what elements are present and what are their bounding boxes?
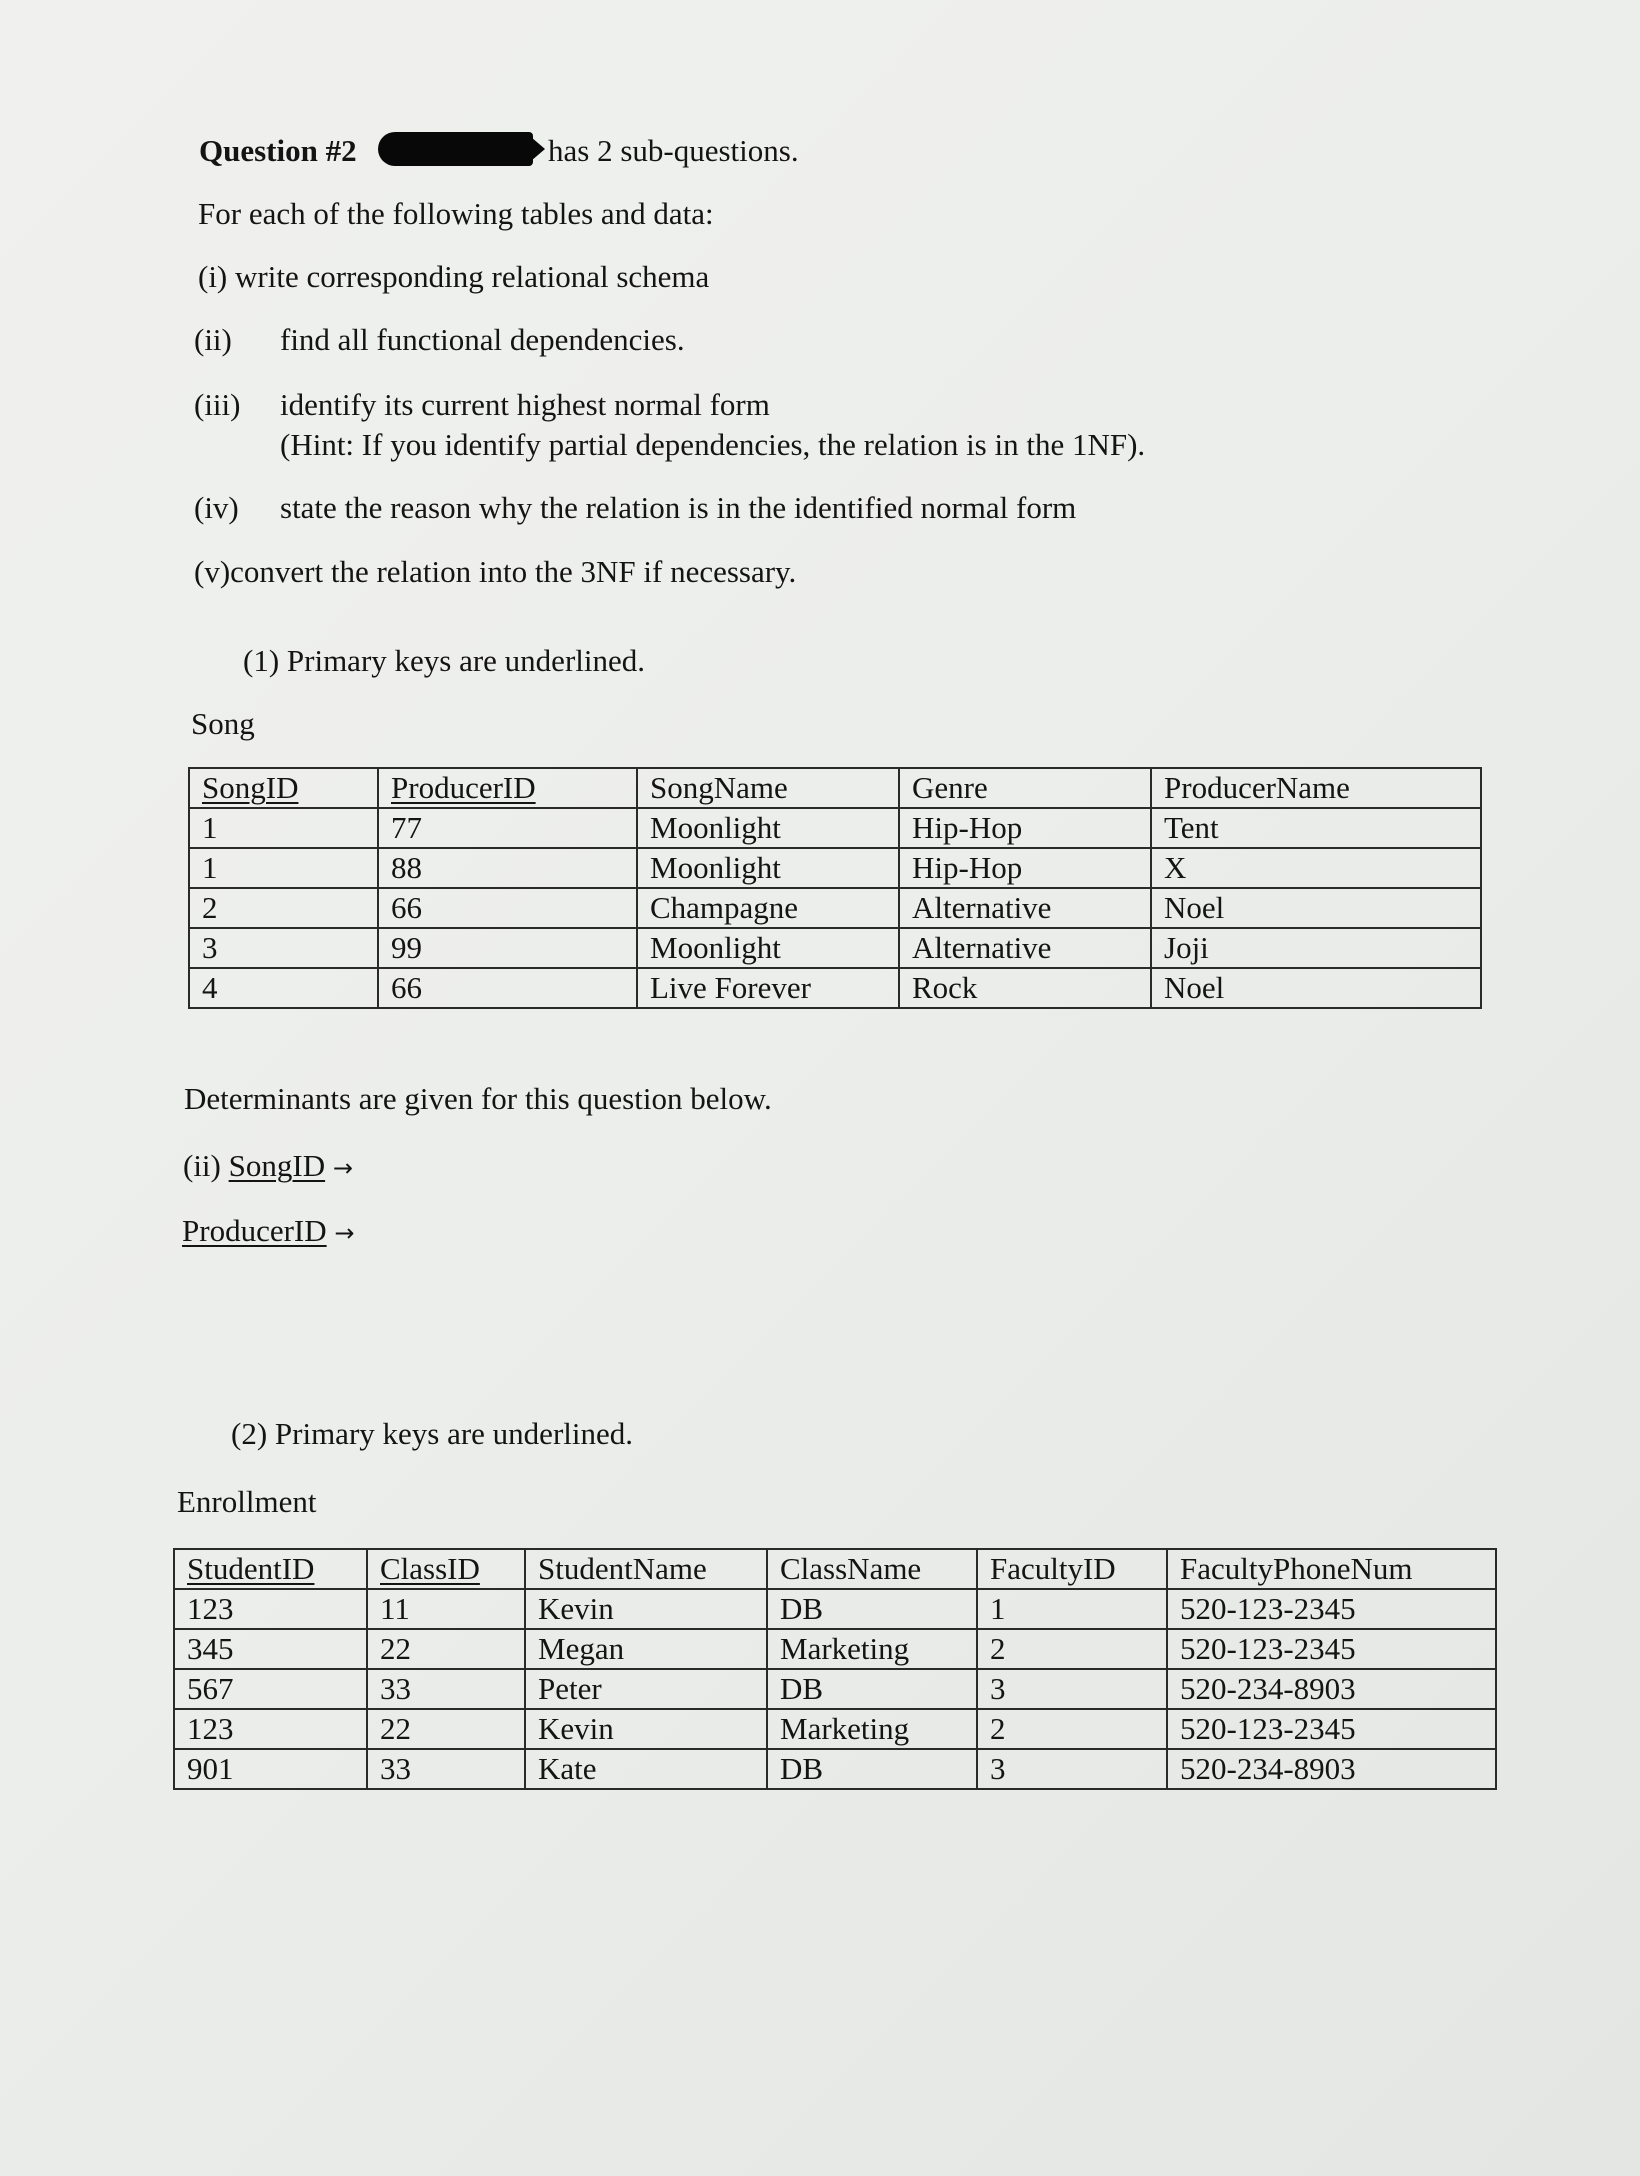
table-cell: DB	[767, 1749, 977, 1789]
table-cell: 345	[174, 1629, 367, 1669]
question-suffix: has 2 sub-questions.	[548, 133, 799, 168]
table-cell: 66	[378, 968, 637, 1008]
table-cell: 123	[174, 1709, 367, 1749]
table-cell: Alternative	[899, 928, 1151, 968]
song-col-songid: SongID	[189, 768, 378, 808]
enrollment-table	[173, 1548, 1497, 1790]
determinant-producerid-label: ProducerID	[182, 1213, 327, 1248]
right-arrow-icon: →	[332, 1154, 353, 1182]
determinant-songid	[183, 1150, 353, 1181]
table-cell: 22	[367, 1629, 525, 1669]
instruction-ii-text: find all functional dependencies.	[280, 322, 685, 357]
determinant-prefix: (ii)	[183, 1148, 221, 1183]
table-cell: Megan	[525, 1629, 767, 1669]
table-cell: Peter	[525, 1669, 767, 1709]
table-row	[174, 1629, 1496, 1669]
song-col-producername: ProducerName	[1151, 768, 1481, 808]
song-table	[188, 767, 1482, 1009]
instruction-iii-hint: (Hint: If you identify partial dependencies, the relation is in the 1NF).	[280, 427, 1146, 462]
table-cell: 66	[378, 888, 637, 928]
table-row	[189, 808, 1481, 848]
song-col-genre: Genre	[899, 768, 1151, 808]
right-arrow-icon: →	[334, 1219, 355, 1247]
enrollment-col-classid: ClassID	[367, 1549, 525, 1589]
table-cell: 520-234-8903	[1167, 1749, 1496, 1789]
table-cell: Hip-Hop	[899, 808, 1151, 848]
table-cell: Kevin	[525, 1709, 767, 1749]
table-row	[189, 888, 1481, 928]
table-cell: 2	[189, 888, 378, 928]
table-cell: Marketing	[767, 1629, 977, 1669]
table-cell: 11	[367, 1589, 525, 1629]
instruction-i: (i) write corresponding relational schema	[198, 259, 710, 294]
table-cell: 88	[378, 848, 637, 888]
enrollment-table-name: Enrollment	[177, 1484, 317, 1519]
table-cell: Moonlight	[637, 928, 899, 968]
table-cell: Kate	[525, 1749, 767, 1789]
table-cell: Moonlight	[637, 808, 899, 848]
table-cell: 123	[174, 1589, 367, 1629]
song-header-row	[189, 768, 1481, 808]
determinant-producerid	[182, 1215, 354, 1246]
table-row	[174, 1749, 1496, 1789]
determinants-note: Determinants are given for this question below.	[184, 1081, 772, 1116]
enrollment-col-studentname: StudentName	[525, 1549, 767, 1589]
table-cell: 520-123-2345	[1167, 1589, 1496, 1629]
table-cell: DB	[767, 1589, 977, 1629]
table-cell: 1	[189, 808, 378, 848]
table-cell: Noel	[1151, 888, 1481, 928]
table-cell: Champagne	[637, 888, 899, 928]
instruction-ii-number: (ii)	[194, 322, 232, 357]
table-cell: DB	[767, 1669, 977, 1709]
table-row	[189, 848, 1481, 888]
table-cell: 2	[977, 1709, 1167, 1749]
enrollment-col-studentid: StudentID	[174, 1549, 367, 1589]
table-row	[174, 1589, 1496, 1629]
instruction-iii-number: (iii)	[194, 387, 241, 422]
table-cell: Rock	[899, 968, 1151, 1008]
enrollment-col-facultyid: FacultyID	[977, 1549, 1167, 1589]
instruction-iv-number: (iv)	[194, 490, 239, 525]
table-cell: 2	[977, 1629, 1167, 1669]
table-row	[174, 1669, 1496, 1709]
table-cell: 33	[367, 1749, 525, 1789]
table-cell: 22	[367, 1709, 525, 1749]
song-col-songname: SongName	[637, 768, 899, 808]
table-cell: Live Forever	[637, 968, 899, 1008]
question-label: Question #2	[199, 133, 357, 168]
table-row	[189, 928, 1481, 968]
table-cell: Moonlight	[637, 848, 899, 888]
table-cell: Hip-Hop	[899, 848, 1151, 888]
table-cell: Noel	[1151, 968, 1481, 1008]
table-cell: 99	[378, 928, 637, 968]
table-cell: 1	[977, 1589, 1167, 1629]
table-cell: 1	[189, 848, 378, 888]
table-cell: 901	[174, 1749, 367, 1789]
instruction-iv-text: state the reason why the relation is in the identified normal form	[280, 490, 1077, 525]
instruction-iii-text: identify its current highest normal form	[280, 387, 770, 422]
table-cell: 520-234-8903	[1167, 1669, 1496, 1709]
table-cell: 3	[977, 1669, 1167, 1709]
table-cell: Kevin	[525, 1589, 767, 1629]
table-cell: Alternative	[899, 888, 1151, 928]
table-cell: 3	[189, 928, 378, 968]
redaction-mark	[378, 132, 533, 166]
table-cell: Joji	[1151, 928, 1481, 968]
instruction-v: (v)convert the relation into the 3NF if necessary.	[194, 554, 797, 589]
enrollment-col-classname: ClassName	[767, 1549, 977, 1589]
table-cell: 3	[977, 1749, 1167, 1789]
table-cell: 77	[378, 808, 637, 848]
table-cell: X	[1151, 848, 1481, 888]
song-table-name: Song	[191, 706, 255, 741]
table-cell: Marketing	[767, 1709, 977, 1749]
instructions-intro: For each of the following tables and data:	[198, 196, 714, 231]
table-cell: Tent	[1151, 808, 1481, 848]
determinant-songid-label: SongID	[228, 1148, 326, 1183]
table-cell: 520-123-2345	[1167, 1629, 1496, 1669]
table-row	[174, 1709, 1496, 1749]
table-cell: 4	[189, 968, 378, 1008]
table-row	[189, 968, 1481, 1008]
part2-heading: (2) Primary keys are underlined.	[231, 1416, 634, 1451]
table-cell: 520-123-2345	[1167, 1709, 1496, 1749]
part1-heading: (1) Primary keys are underlined.	[243, 643, 646, 678]
song-col-producerid: ProducerID	[378, 768, 637, 808]
enrollment-col-facultyphonenum: FacultyPhoneNum	[1167, 1549, 1496, 1589]
table-cell: 33	[367, 1669, 525, 1709]
table-cell: 567	[174, 1669, 367, 1709]
enrollment-header-row	[174, 1549, 1496, 1589]
